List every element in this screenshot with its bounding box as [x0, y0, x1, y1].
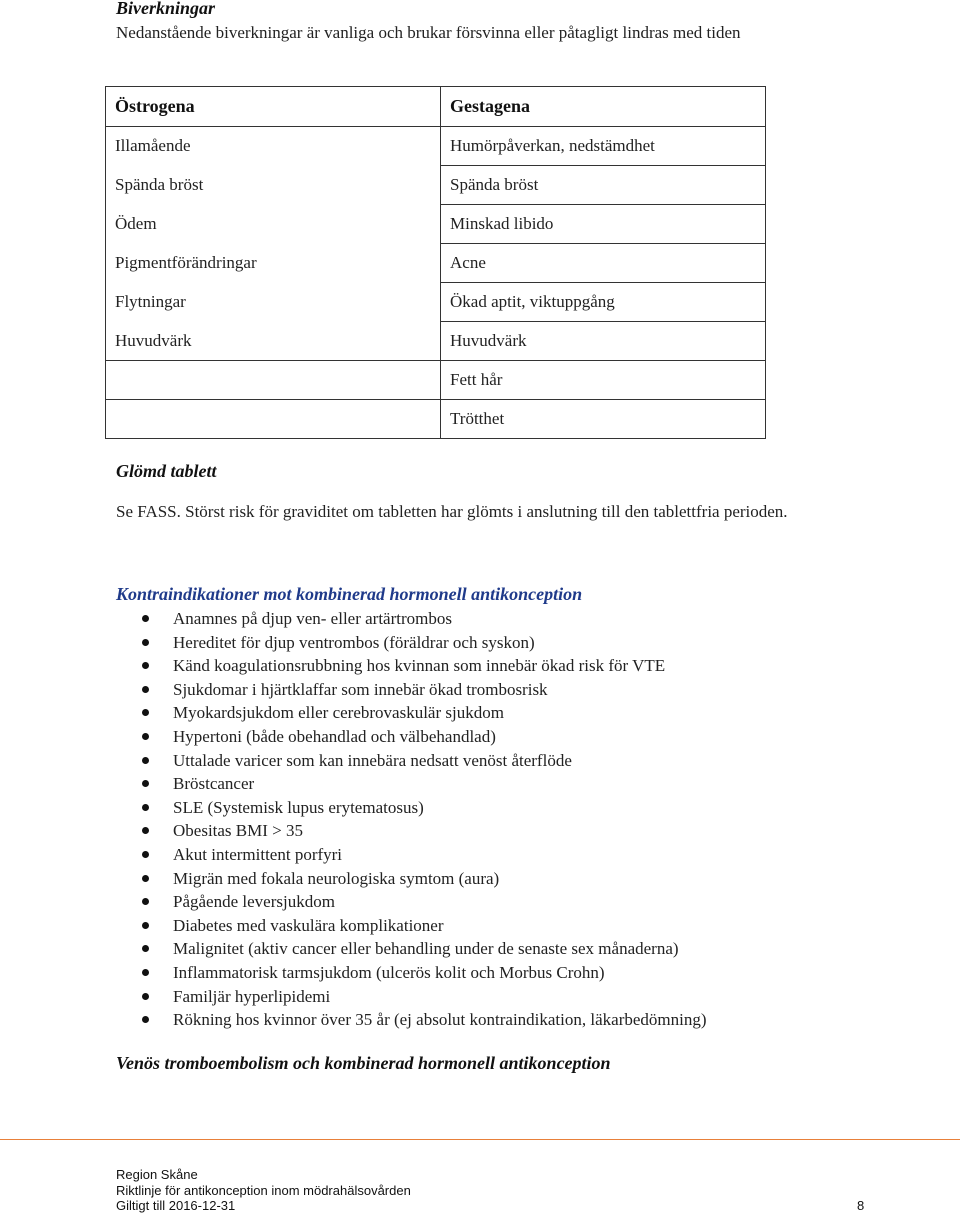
table-row	[106, 400, 766, 439]
contraindication-text: Myokardsjukdom eller cerebrovaskulär sjukdom	[173, 703, 504, 723]
contraindication-text: Anamnes på djup ven- eller artärtrombos	[173, 609, 452, 628]
list-item	[137, 914, 707, 938]
table-row	[106, 244, 766, 283]
footer-organization: Region Skåne	[116, 1167, 198, 1182]
list-item	[137, 961, 707, 985]
table-row	[106, 322, 766, 361]
bullet-icon	[142, 662, 149, 669]
contraindication-text: Hypertoni (både obehandlad och välbehandlad)	[173, 726, 496, 746]
gestagen-effect-cell: Minskad libido	[441, 205, 766, 244]
contraindication-text: Bröstcancer	[173, 774, 255, 794]
side-effects-table	[105, 86, 766, 439]
col-header-estrogen: Östrogena	[106, 87, 441, 127]
list-item	[137, 701, 707, 725]
contraindication-text: Känd koagulationsrubbning hos kvinnan som innebär ökad risk för VTE	[173, 656, 666, 676]
gestagen-effect-cell: Huvudvärk	[441, 322, 766, 361]
list-item	[137, 654, 707, 678]
list-item	[137, 772, 707, 796]
bullet-icon	[142, 898, 149, 905]
bullet-icon	[142, 804, 149, 811]
gestagen-effect-cell: Humörpåverkan, nedstämdhet	[441, 127, 766, 166]
list-item	[137, 937, 707, 961]
bullet-icon	[142, 757, 149, 764]
forgotten-pill-heading: Glömd tablett	[116, 461, 217, 481]
estrogen-effect-cell: Pigmentförändringar	[106, 244, 441, 283]
list-item	[137, 607, 707, 631]
gestagen-effect-cell: Trötthet	[441, 400, 766, 439]
table-row	[106, 205, 766, 244]
estrogen-effect-cell: Flytningar	[106, 283, 441, 322]
vte-section-heading: Venös tromboembolism och kombinerad hormonell antikonception	[116, 1053, 611, 1073]
table-row	[106, 283, 766, 322]
contraindications-list	[137, 607, 707, 1032]
bullet-icon	[142, 780, 149, 787]
list-item	[137, 796, 707, 820]
side-effects-heading: Biverkningar	[116, 0, 216, 18]
footer-valid-until: Giltigt till 2016-12-31	[116, 1198, 236, 1213]
side-effects-intro: Nedanstående biverkningar är vanliga och brukar försvinna eller påtagligt lindras med tiden	[116, 23, 741, 42]
table-row	[106, 361, 766, 400]
estrogen-effect-cell: Spända bröst	[106, 166, 441, 205]
forgotten-pill-text: Se FASS. Störst risk för graviditet om tabletten har glömts i anslutning till den tablettfria perioden.	[116, 502, 788, 521]
bullet-icon	[142, 922, 149, 929]
bullet-icon	[142, 733, 149, 740]
bullet-icon	[142, 615, 149, 622]
bullet-icon	[142, 875, 149, 882]
list-item	[137, 867, 707, 891]
contraindication-text: Obesitas BMI > 35	[173, 821, 303, 841]
footer-document-title: Riktlinje för antikonception inom mödrahälsovården	[116, 1183, 411, 1198]
gestagen-effect-cell: Ökad aptit, viktuppgång	[441, 283, 766, 322]
contraindications-heading: Kontraindikationer mot kombinerad hormonell antikonception	[116, 584, 583, 604]
gestagen-effect-cell: Fett hår	[441, 361, 766, 400]
bullet-icon	[142, 827, 149, 834]
gestagen-effect-cell: Acne	[441, 244, 766, 283]
table-row	[106, 166, 766, 205]
bullet-icon	[142, 639, 149, 646]
bullet-icon	[142, 993, 149, 1000]
list-item	[137, 725, 707, 749]
list-item	[137, 890, 707, 914]
contraindication-text: Uttalade varicer som kan innebära nedsatt venöst återflöde	[173, 750, 572, 770]
bullet-icon	[142, 969, 149, 976]
list-item	[137, 843, 707, 867]
contraindication-text: SLE (Systemisk lupus erytematosus)	[173, 797, 424, 817]
list-item	[137, 678, 707, 702]
contraindication-text: Familjär hyperlipidemi	[173, 986, 331, 1006]
bullet-icon	[142, 945, 149, 952]
estrogen-effect-cell	[106, 400, 441, 439]
footer-divider	[0, 1139, 960, 1140]
bullet-icon	[142, 709, 149, 716]
list-item	[137, 1008, 707, 1032]
contraindication-text: Inflammatorisk tarmsjukdom (ulcerös kolit och Morbus Crohn)	[173, 962, 605, 982]
estrogen-effect-cell: Illamående	[106, 127, 441, 166]
contraindication-text: Diabetes med vaskulära komplikationer	[173, 915, 444, 935]
contraindication-text: Pågående leversjukdom	[173, 892, 335, 912]
gestagen-effect-cell: Spända bröst	[441, 166, 766, 205]
table-header-row	[106, 87, 766, 127]
footer-page-number: 8	[857, 1198, 865, 1213]
contraindication-text: Hereditet för djup ventrombos (föräldrar och syskon)	[173, 632, 535, 652]
contraindication-text: Malignitet (aktiv cancer eller behandling under de senaste sex månaderna)	[173, 939, 679, 959]
bullet-icon	[142, 686, 149, 693]
bullet-icon	[142, 1016, 149, 1023]
list-item	[137, 985, 707, 1009]
bullet-icon	[142, 851, 149, 858]
list-item	[137, 819, 707, 843]
list-item	[137, 749, 707, 773]
estrogen-effect-cell: Huvudvärk	[106, 322, 441, 361]
table-row	[106, 127, 766, 166]
contraindication-text: Migrän med fokala neurologiska symtom (aura)	[173, 868, 500, 888]
contraindication-text: Sjukdomar i hjärtklaffar som innebär ökad trombosrisk	[173, 679, 548, 699]
col-header-gestagen: Gestagena	[441, 87, 766, 127]
estrogen-effect-cell	[106, 361, 441, 400]
estrogen-effect-cell: Ödem	[106, 205, 441, 244]
contraindication-text: Rökning hos kvinnor över 35 år (ej absolut kontraindikation, läkarbedömning)	[173, 1010, 707, 1030]
list-item	[137, 631, 707, 655]
contraindication-text: Akut intermittent porfyri	[173, 844, 343, 864]
